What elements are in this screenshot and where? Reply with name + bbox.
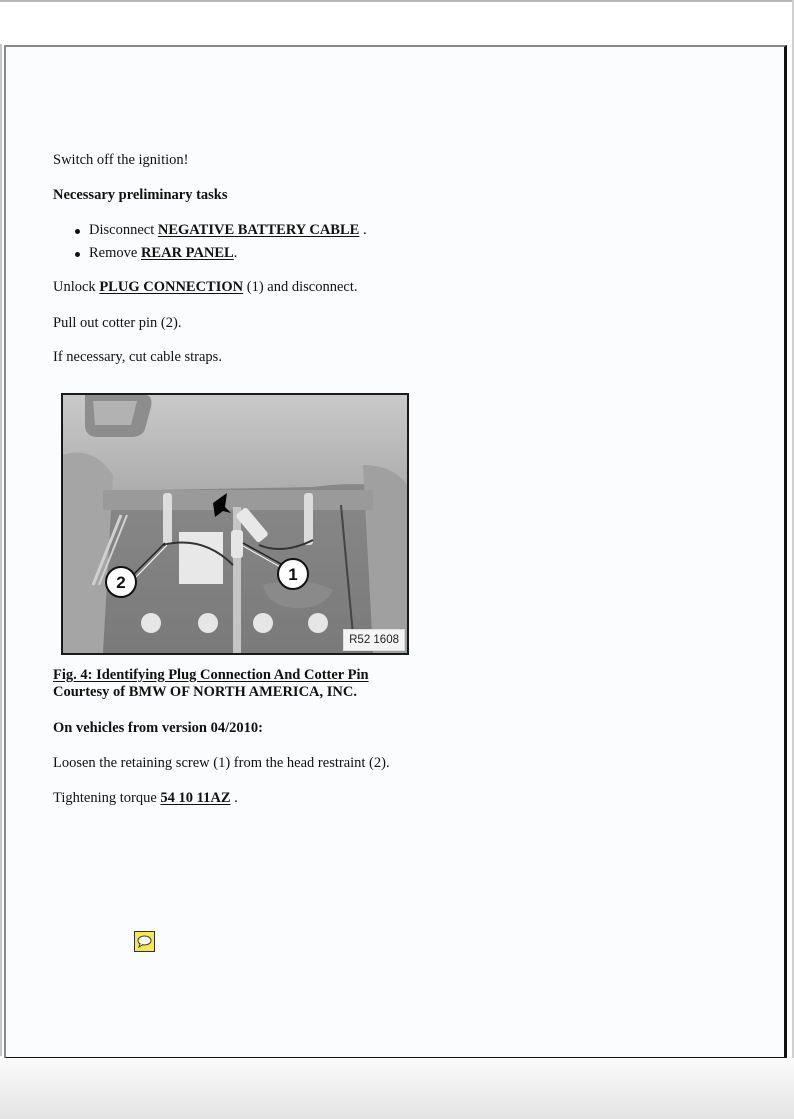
- seat-backrest-photo: [63, 395, 407, 653]
- bullet-icon: [75, 229, 80, 234]
- figure-image-tag: R52 1608: [343, 629, 405, 651]
- svg-text:2: 2: [116, 573, 126, 592]
- intro-text: Switch off the ignition!: [53, 152, 189, 168]
- preliminary-heading: Necessary preliminary tasks: [53, 187, 228, 203]
- version-heading: On vehicles from version 04/2010:: [53, 720, 263, 736]
- torque-suffix: .: [230, 790, 238, 806]
- step-cotter-pin: Pull out cotter pin (2).: [53, 315, 182, 331]
- document-page: [4, 45, 787, 1060]
- task-suffix: .: [359, 222, 367, 238]
- speech-bubble-icon: [137, 935, 152, 948]
- link-rear-panel[interactable]: REAR PANEL: [140, 245, 234, 261]
- callout-1: [278, 559, 308, 589]
- step-prefix: Unlock: [53, 279, 100, 295]
- task-prefix: Disconnect: [89, 222, 158, 238]
- viewer-left-edge: [0, 44, 2, 1056]
- torque-line: [53, 789, 238, 807]
- link-negative-battery-cable[interactable]: NEGATIVE BATTERY CABLE: [157, 222, 360, 238]
- torque-prefix: Tightening torque: [53, 790, 161, 806]
- viewer-bottom-area: [0, 1058, 794, 1119]
- task-item-2: [75, 244, 237, 262]
- step-unlock-plug: [53, 278, 357, 296]
- version-step: Loosen the retaining screw (1) from the head restraint (2).: [53, 755, 390, 771]
- figure-caption-title: Fig. 4: Identifying Plug Connection And Cotter Pin: [53, 667, 369, 683]
- task-suffix: .: [233, 245, 238, 261]
- viewer-top-area: [0, 0, 794, 44]
- task-prefix: Remove: [89, 245, 141, 261]
- callout-2: [106, 567, 136, 597]
- link-torque-spec[interactable]: 54 10 11AZ: [160, 790, 231, 806]
- figure-caption: [53, 667, 369, 701]
- link-plug-connection[interactable]: PLUG CONNECTION: [99, 279, 244, 295]
- comment-note-icon[interactable]: [134, 931, 155, 952]
- step-cable-straps: If necessary, cut cable straps.: [53, 349, 222, 365]
- figure-image: [61, 393, 409, 655]
- step-suffix: (1) and disconnect.: [243, 279, 358, 295]
- svg-text:1: 1: [288, 565, 298, 584]
- figure-caption-credit: Courtesy of BMW OF NORTH AMERICA, INC.: [53, 684, 357, 700]
- task-item-1: [75, 221, 367, 239]
- bullet-icon: [75, 252, 80, 257]
